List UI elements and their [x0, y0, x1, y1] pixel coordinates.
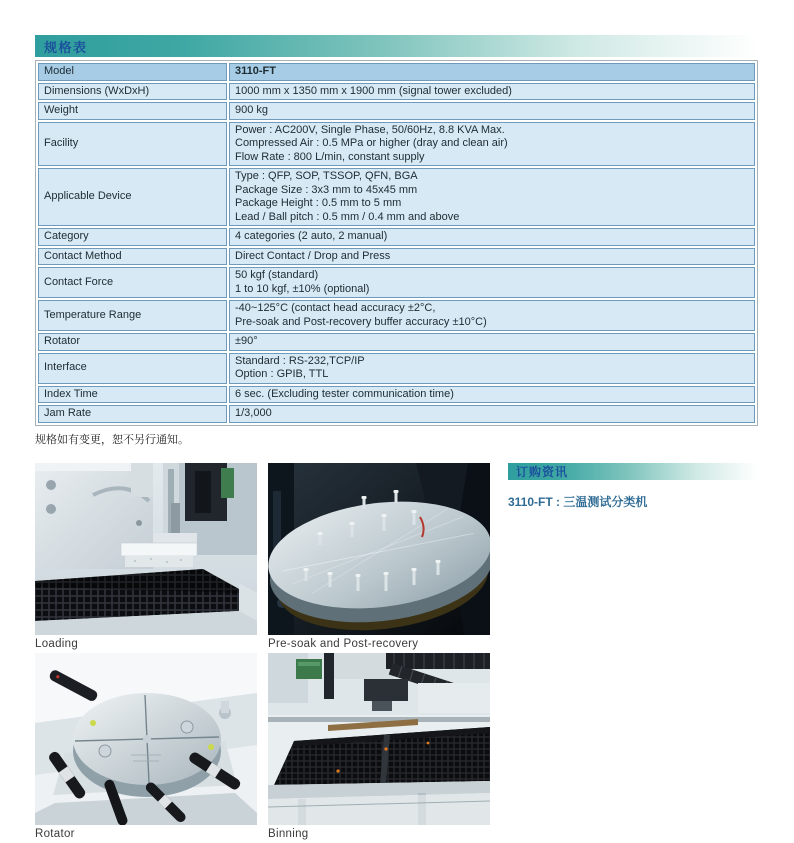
spec-label: Model [38, 63, 227, 81]
spec-value [229, 333, 755, 351]
spec-value [229, 267, 755, 298]
spec-label: Applicable Device [38, 168, 227, 226]
spec-row-model [38, 63, 755, 81]
spec-section-header [35, 35, 758, 57]
spec-row-rotator [38, 333, 755, 351]
spec-value [229, 300, 755, 331]
spec-value-line: Package Size : 3x3 mm to 45x45 mm [235, 183, 418, 196]
spec-row-temperature-range [38, 300, 755, 331]
spec-value [229, 248, 755, 266]
spec-value-line: Type : QFP, SOP, TSSOP, QFN, BGA [235, 170, 418, 182]
spec-value [229, 405, 755, 423]
spec-value-line: Option : GPIB, TTL [235, 368, 329, 380]
spec-row-contact-force [38, 267, 755, 298]
spec-value [229, 228, 755, 246]
order-section-title: 订购资讯 [516, 464, 569, 479]
photo-grid [35, 463, 490, 843]
spec-label: Contact Method [38, 248, 227, 266]
spec-label: Dimensions (WxDxH) [38, 83, 227, 101]
spec-row-dimensions [38, 83, 755, 101]
photo-caption-binning: Binning [268, 827, 309, 840]
binning-photo-image [268, 653, 490, 825]
photo-caption-presoak: Pre-soak and Post-recovery [268, 637, 419, 650]
spec-section [35, 35, 758, 447]
spec-row-weight [38, 102, 755, 120]
spec-value-line: Pre-soak and Post-recovery buffer accuracy ±10°C) [235, 315, 487, 328]
presoak-photo-image [268, 463, 490, 635]
spec-value-line: Compressed Air : 0.5 MPa or higher (dray and clean air) [235, 137, 508, 149]
spec-note: 规格如有变更，恕不另行通知。 [35, 433, 189, 446]
spec-section-title: 规格表 [44, 39, 88, 55]
spec-row-index-time [38, 386, 755, 404]
spec-value-line: 3110-FT [235, 65, 276, 77]
spec-value-line: Package Height : 0.5 mm to 5 mm [235, 197, 402, 209]
spec-value-line: 1 to 10 kgf, ±10% (optional) [235, 282, 370, 295]
lower-area [35, 463, 758, 843]
spec-label: Category [38, 228, 227, 246]
spec-label: Contact Force [38, 267, 227, 298]
photo-caption-rotator: Rotator [35, 827, 75, 840]
spec-label: Index Time [38, 386, 227, 404]
spec-value-line: 1000 mm x 1350 mm x 1900 mm (signal tower excluded) [235, 84, 512, 97]
spec-row-category [38, 228, 755, 246]
spec-row-contact-method [38, 248, 755, 266]
spec-value [229, 386, 755, 404]
spec-value-line: Lead / Ball pitch : 0.5 mm / 0.4 mm and above [235, 210, 460, 223]
spec-value [229, 353, 755, 384]
spec-row-interface [38, 353, 755, 384]
spec-value-line: ±90° [235, 335, 258, 347]
spec-value [229, 122, 755, 167]
order-section [508, 463, 758, 843]
spec-row-applicable-device [38, 168, 755, 226]
spec-label: Weight [38, 102, 227, 120]
photo-presoak [268, 463, 490, 653]
spec-value-line: Standard : RS-232,TCP/IP [235, 354, 365, 367]
spec-row-jam-rate [38, 405, 755, 423]
loading-photo-image [35, 463, 257, 635]
photo-loading [35, 463, 257, 653]
spec-label: Rotator [38, 333, 227, 351]
spec-value [229, 168, 755, 226]
spec-label: Facility [38, 122, 227, 167]
spec-value-line: Direct Contact / Drop and Press [235, 249, 391, 262]
spec-value-line: 1/3,000 [235, 407, 272, 419]
order-section-header [508, 463, 758, 480]
spec-value-line: 6 sec. (Excluding tester communication time) [235, 387, 454, 400]
photo-binning [268, 653, 490, 843]
spec-value-line: Flow Rate : 800 L/min, constant supply [235, 150, 425, 163]
spec-value-line: 900 kg [235, 104, 269, 116]
photo-caption-loading: Loading [35, 637, 79, 650]
photo-rotator [35, 653, 257, 843]
spec-value-line: Power : AC200V, Single Phase, 50/60Hz, 8.8 KVA Max. [235, 123, 505, 136]
spec-value-line: 4 categories (2 auto, 2 manual) [235, 230, 388, 242]
spec-row-facility [38, 122, 755, 167]
spec-value-line: -40~125°C (contact head accuracy ±2°C, [235, 302, 436, 314]
order-item: 3110-FT : 三温测试分类机 [508, 494, 648, 509]
rotator-photo-image [35, 653, 257, 825]
spec-value [229, 63, 755, 81]
spec-label: Interface [38, 353, 227, 384]
spec-value [229, 102, 755, 120]
spec-value-line: 50 kgf (standard) [235, 269, 319, 281]
spec-table [35, 60, 758, 426]
spec-label: Temperature Range [38, 300, 227, 331]
spec-value [229, 83, 755, 101]
spec-label: Jam Rate [38, 405, 227, 423]
